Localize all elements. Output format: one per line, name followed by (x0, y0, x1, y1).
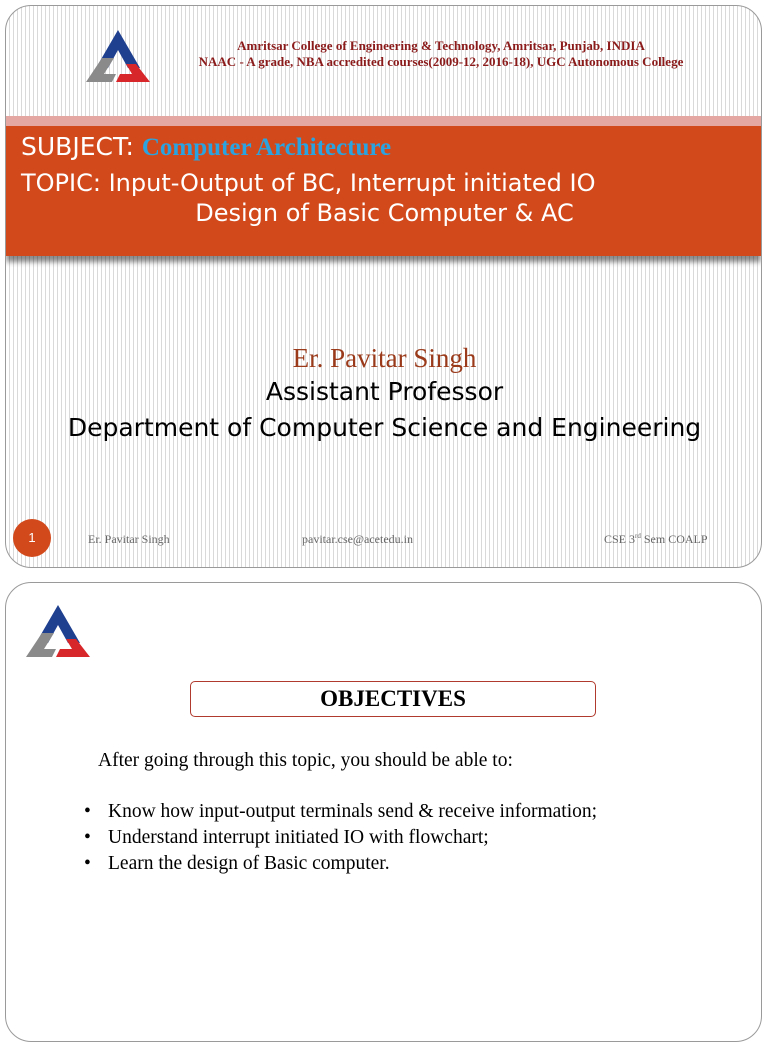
author-name: Er. Pavitar Singh (292, 343, 477, 373)
college-accreditation: NAAC - A grade, NBA accredited courses(2009-12, 2016-18), UGC Autonomous College (198, 54, 684, 69)
topic-value: Input-Output of BC, Interrupt initiated IO (108, 169, 596, 197)
objectives-heading: OBJECTIVES (190, 681, 596, 717)
title-slide (5, 5, 762, 568)
footer-course-suffix: Sem COALP (640, 532, 708, 546)
header-divider (6, 116, 761, 126)
subject-label: SUBJECT: (21, 132, 142, 161)
list-item: • Learn the design of Basic computer. (82, 851, 597, 877)
topic-line-2: Design of Basic Computer & AC (195, 199, 574, 227)
footer-course-prefix: CSE 3 (604, 532, 636, 546)
topic-label: TOPIC: (21, 169, 109, 197)
objectives-slide (5, 582, 762, 1042)
college-header (171, 38, 711, 70)
subject-value: Computer Architecture (141, 134, 392, 161)
footer-course (604, 532, 708, 547)
college-logo-icon (82, 28, 154, 84)
footer-author: Er. Pavitar Singh (88, 532, 170, 546)
objectives-list (82, 799, 597, 877)
college-name: Amritsar College of Engineering & Technology, Amritsar, Punjab, INDIA (237, 38, 645, 53)
subject-line (21, 132, 391, 163)
footer-email: pavitar.cse@acetedu.in (302, 532, 413, 546)
list-item: • Understand interrupt initiated IO with flowchart; (82, 825, 597, 851)
department: Department of Computer Science and Engineering (67, 413, 702, 442)
list-item: • Know how input-output terminals send & receive information; (82, 799, 597, 825)
page-number: 1 (13, 519, 51, 557)
college-logo-icon (22, 603, 94, 659)
author-role (46, 374, 723, 446)
footer-course-sup: rd (635, 532, 641, 540)
topic-line (21, 168, 751, 198)
objectives-intro: After going through this topic, you should be able to: (98, 750, 513, 771)
job-title: Assistant Professor (265, 377, 504, 406)
